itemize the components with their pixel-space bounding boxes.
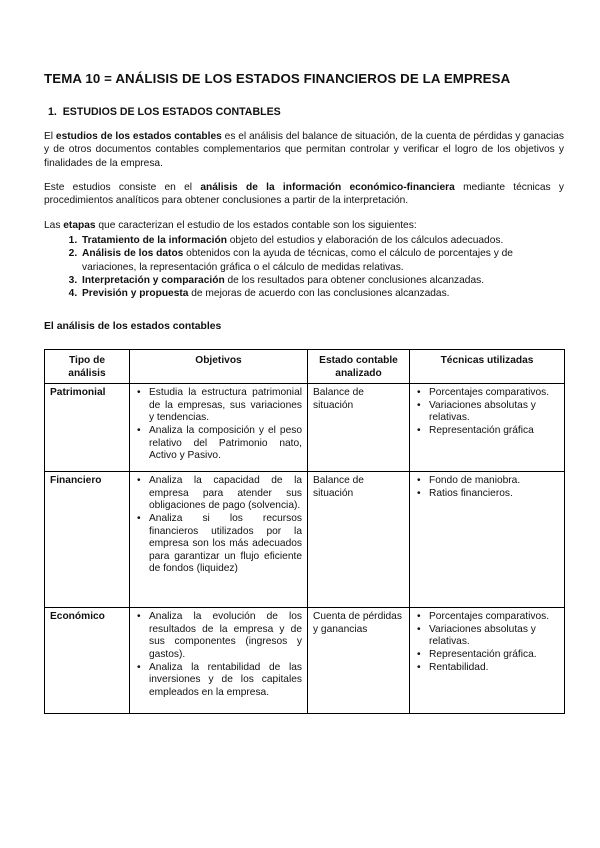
paragraph-stages-intro [44, 219, 564, 232]
p3-post: que caracterizan el estudio de los estados contable son los siguientes: [95, 220, 417, 231]
section-heading [48, 106, 281, 119]
cell-techniques [410, 384, 565, 472]
technique-item: • Variaciones absolutas y relativas. [429, 400, 559, 425]
table-row [45, 608, 565, 714]
p2-bold: análisis de la información económico-financiera [200, 182, 455, 193]
stage-bold: Previsión y propuesta [82, 288, 189, 300]
stage-item [80, 274, 564, 287]
stage-text: obtenidos con la ayuda de técnicas, como el cálculo de porcentajes y de variaciones, la representación gráfica o el cálculo de medidas relativas. [82, 248, 513, 273]
section-heading-text: ESTUDIOS DE LOS ESTADOS CONTABLES [62, 106, 281, 118]
header-techniques: Técnicas utilizadas [410, 350, 565, 384]
technique-item: • Representación gráfica [429, 425, 559, 438]
section-number: 1. [48, 106, 57, 118]
table-row [45, 384, 565, 472]
technique-item: • Porcentajes comparativos. [429, 611, 559, 624]
p3-bold: etapas [63, 220, 96, 231]
stages-list [44, 234, 564, 300]
stage-item [80, 287, 564, 300]
page-title: TEMA 10 = ANÁLISIS DE LOS ESTADOS FINANCIEROS DE LA EMPRESA [44, 71, 511, 86]
p2-pre: Este estudios consiste en el [44, 182, 201, 193]
table-header-row [45, 350, 565, 384]
objective-item: • Estudia la estructura patrimonial de la empresas, sus variaciones y tendencias. [149, 387, 302, 425]
stage-bold: Tratamiento de la información [82, 235, 227, 246]
stage-text: objeto del estudios y elaboración de los cálculos adecuados. [226, 235, 504, 246]
table-title: El análisis de los estados contables [44, 321, 222, 332]
cell-statement: Balance de situación [308, 384, 410, 472]
technique-item: • Porcentajes comparativos. [429, 387, 559, 400]
technique-item: • Fondo de maniobra. [429, 475, 559, 488]
technique-item: • Representación gráfica. [429, 649, 559, 662]
objective-item: • Analiza si los recursos financieros utilizados por la empresa son los más adecuados para garantizar un flujo eficiente de fondos (liquidez) [149, 513, 302, 576]
cell-objectives [130, 384, 308, 472]
stage-text: de mejoras de acuerdo con las conclusiones alcanzadas. [188, 288, 450, 300]
stage-item [80, 247, 564, 274]
header-objectives: Objetivos [130, 350, 308, 384]
cell-statement: Cuenta de pérdidas y ganancias [308, 608, 410, 714]
technique-item: • Ratios financieros. [429, 488, 559, 501]
cell-type: Económico [45, 608, 130, 714]
cell-techniques [410, 472, 565, 608]
technique-item: • Variaciones absolutas y relativas. [429, 624, 559, 649]
cell-objectives [130, 608, 308, 714]
objective-item: • Analiza la rentabilidad de las inversiones y de los capitales empleados en la empresa. [149, 662, 302, 700]
p1-pre: El [44, 131, 56, 142]
cell-objectives [130, 472, 308, 608]
paragraph-definition [44, 130, 564, 170]
objective-item: • Analiza la evolución de los resultados de la empresa y de sus componentes (ingresos y gastos). [149, 611, 302, 661]
cell-techniques [410, 608, 565, 714]
paragraph-analysis [44, 181, 564, 208]
cell-statement: Balance de situación [308, 472, 410, 608]
p2-post: mediante técnicas y procedimientos analíticos para obtener conclusiones a partir de la interpretación. [44, 182, 564, 207]
header-type: Tipo de análisis [45, 350, 130, 384]
p1-bold: estudios de los estados contables [55, 131, 222, 142]
stage-bold: Interpretación y comparación [82, 274, 225, 286]
cell-type: Financiero [45, 472, 130, 608]
p1-post: es el análisis del balance de situación, de la cuenta de pérdidas y ganacias y de otros documentos contables complementarios que permitan controlar y verificar el logro de los objetivos y finalidades de la empresa. [44, 131, 564, 169]
header-statement: Estado contable analizado [308, 350, 410, 384]
table-row [45, 472, 565, 608]
p3-pre: Las [44, 220, 64, 231]
cell-type: Patrimonial [45, 384, 130, 472]
technique-item: • Rentabilidad. [429, 662, 559, 675]
objective-item: • Analiza la composición y el peso relativo del Patrimonio nato, Activo y Pasivo. [149, 425, 302, 463]
analysis-table [44, 349, 565, 714]
objective-item: • Analiza la capacidad de la empresa para atender sus obligaciones de pago (solvencia). [149, 475, 302, 513]
stage-item [80, 234, 564, 247]
stage-bold: Análisis de los datos [82, 248, 184, 260]
stage-text: de los resultados para obtener conclusiones alcanzadas. [224, 274, 485, 286]
